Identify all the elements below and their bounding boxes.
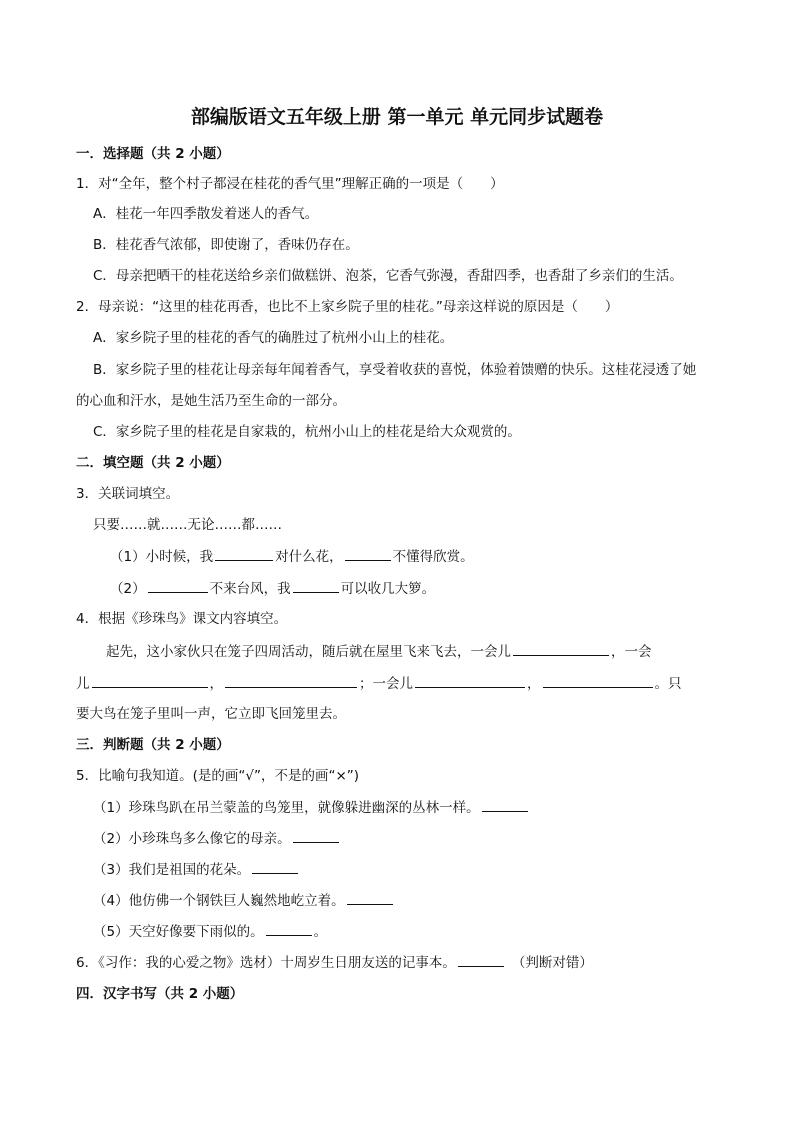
question-1-option-a: A．桂花一年四季散发着迷人的香气。	[93, 206, 319, 222]
q3-p1-text-c: 不懂得欣赏。	[392, 549, 474, 565]
answer-blank[interactable]	[482, 795, 528, 812]
question-1-option-c: C．母亲把晒干的桂花送给乡亲们做糕饼、泡茶，它香气弥漫，香甜四季，也香甜了乡亲们的生活。	[93, 268, 683, 284]
answer-blank[interactable]	[92, 671, 208, 688]
q3-p1-text-a: （1）小时候，我	[110, 549, 214, 565]
q5-i5-text: （5）天空好像要下雨似的。	[93, 924, 264, 940]
question-4-stem: 4．根据《珍珠鸟》课文内容填空。	[76, 611, 288, 627]
answer-blank[interactable]	[347, 888, 393, 905]
question-4-line-1	[106, 639, 652, 663]
question-5-item-5	[93, 919, 327, 943]
q3-p2-text-a: （2）	[110, 581, 146, 597]
q4-l2-a: 儿	[76, 676, 90, 692]
question-4-line-3: 要大鸟在笼子里叫一声，它立即飞回笼里去。	[76, 706, 346, 722]
answer-blank[interactable]	[415, 671, 525, 688]
q5-i2-text: （2）小珍珠鸟多么像它的母亲。	[93, 831, 291, 847]
question-5-stem: 5．比喻句我知道。(是的画“√”，不是的画“×”)	[76, 768, 360, 784]
q4-l1-text: 起先，这小家伙只在笼子四周活动，随后就在屋里飞来飞去，一会儿	[106, 644, 511, 660]
q5-i5-end: 。	[313, 924, 328, 940]
answer-blank[interactable]	[148, 576, 208, 593]
q6-text: 6．《习作：我的心爱之物》选材）十周岁生日朋友送的记事本。	[76, 955, 456, 971]
answer-blank[interactable]	[293, 576, 339, 593]
q5-i3-text: （3）我们是祖国的花朵。	[93, 862, 251, 878]
q3-p2-text-b: 不来台风，我	[209, 581, 291, 597]
q5-i1-text: （1）珍珠鸟趴在吊兰蒙盖的鸟笼里，就像躲进幽深的丛林一样。	[93, 800, 480, 816]
q6-tail: （判断对错）	[511, 955, 593, 971]
q5-i4-text: （4）他仿佛一个钢铁巨人巍然地屹立着。	[93, 893, 345, 909]
section-heading-choice: 一．选择题（共 2 小题）	[76, 146, 230, 162]
question-6	[76, 950, 593, 974]
question-2-stem: 2．母亲说：“这里的桂花再香，也比不上家乡院子里的桂花。”母亲这样说的原因是（ ）	[76, 299, 619, 315]
question-3-stem: 3．关联词填空。	[76, 486, 180, 502]
answer-blank[interactable]	[252, 857, 298, 874]
question-2-option-b: B．家乡院子里的桂花让母亲每年闻着香气，享受着收获的喜悦，体验着馈赠的快乐。这桂花浸透了她	[93, 362, 697, 378]
question-2-option-b-continued: 的心血和汗水，是她生活乃至生命的一部分。	[76, 393, 346, 409]
q3-p2-text-c: 可以收几大箩。	[340, 581, 436, 597]
answer-blank[interactable]	[543, 671, 653, 688]
question-1-option-b: B．桂花香气浓郁，即使谢了，香味仍存在。	[93, 237, 359, 253]
section-heading-fill: 二．填空题（共 2 小题）	[76, 455, 230, 471]
question-2-option-c: C．家乡院子里的桂花是自家栽的，杭州小山上的桂花是给大众观赏的。	[93, 424, 521, 440]
question-5-item-2	[93, 826, 341, 850]
question-3-part-1	[110, 544, 474, 568]
answer-blank[interactable]	[345, 544, 391, 561]
q4-l2-d: ，	[527, 676, 541, 692]
answer-blank[interactable]	[225, 671, 357, 688]
question-2-option-a: A．家乡院子里的桂花的香气的确胜过了杭州小山上的桂花。	[93, 330, 454, 346]
question-5-item-1	[93, 795, 530, 819]
section-heading-judge: 三．判断题（共 2 小题）	[76, 737, 230, 753]
question-3-word-bank: 只要……就……无论……都……	[93, 517, 282, 533]
question-5-item-4	[93, 888, 395, 912]
q4-l2-c: ；一会儿	[359, 676, 413, 692]
page-title: 部编版语文五年级上册 第一单元 单元同步试题卷	[190, 106, 604, 128]
q4-l1-end: ，一会	[611, 644, 652, 660]
answer-blank[interactable]	[215, 544, 273, 561]
answer-blank[interactable]	[266, 919, 312, 936]
section-heading-writing: 四．汉字书写（共 2 小题）	[76, 986, 244, 1002]
question-4-line-2	[76, 671, 682, 695]
question-5-item-3	[93, 857, 300, 881]
answer-blank[interactable]	[458, 950, 504, 967]
q4-l2-b: ，	[209, 676, 223, 692]
question-3-part-2	[110, 576, 435, 600]
q3-p1-text-b: 对什么花，	[275, 549, 343, 565]
answer-blank[interactable]	[293, 826, 339, 843]
q4-l2-e: 。只	[654, 676, 682, 692]
answer-blank[interactable]	[513, 639, 609, 656]
question-1-stem: 1．对“全年，整个村子都浸在桂花的香气里”理解正确的一项是（ ）	[76, 176, 504, 192]
